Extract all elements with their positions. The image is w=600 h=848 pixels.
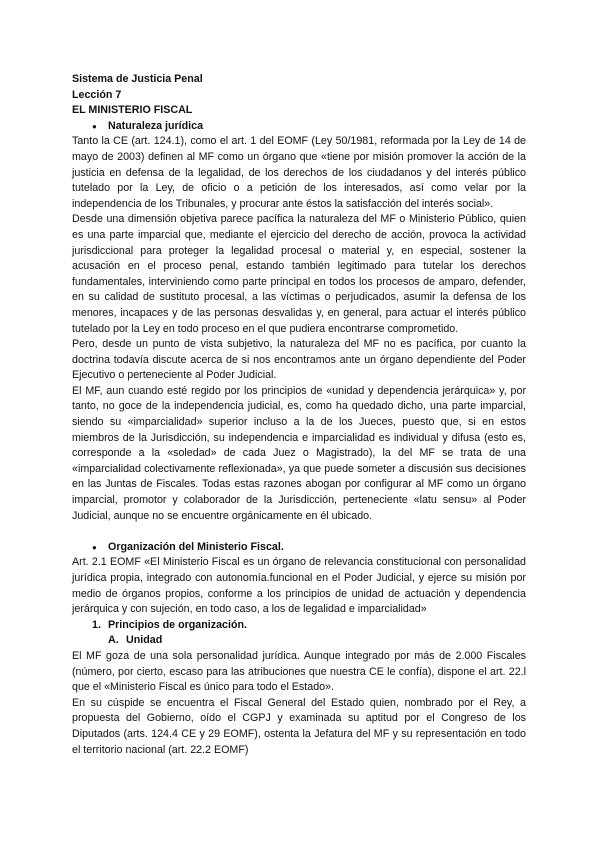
list-number: 1. <box>92 618 101 631</box>
lesson-number: Lección 7 <box>72 88 122 101</box>
section-title: Organización del Ministerio Fiscal. <box>108 540 284 553</box>
numbered-heading <box>72 618 526 634</box>
bullet-icon: ● <box>92 542 97 552</box>
sub-heading <box>72 633 526 649</box>
bullet-icon: ● <box>92 121 97 131</box>
document-body <box>72 72 526 758</box>
paragraph: Desde una dimensión objetiva parece pacífica la naturaleza del MF o Ministerio Público, quien es una parte imparcial que, mediante el ejercicio del derecho de acción, provoca la actividad jurisdiccional para proteger la legalidad procesal o material y, en especial, sostener la acusación en el proceso penal, estando también legitimado para tutelar los derechos fundamentales, interviniendo como parte principal en todos los procesos de amparo, defender, en su calidad de sustituto procesal, a las víctimas o perjudicados, asumir la defensa de los menores, incapaces y de las personas desvalidas y, en general, para actuar el interés público tutelado por la Ley en todo proceso en el que pudiera encontrarse comprometido. <box>72 213 526 335</box>
sub-title: Unidad <box>126 634 163 647</box>
spacer <box>72 524 526 540</box>
lesson-title: EL MINISTERIO FISCAL <box>72 104 193 117</box>
list-letter: A. <box>108 634 119 647</box>
paragraph: El MF goza de una sola personalidad jurídica. Aunque integrado por más de 2.000 Fiscales (número, por cierto, escaso para las atribuciones que nuestra CE le confía), dispone el art. 22.l que el «Ministerio Fiscal es único para todo el Estado». <box>72 649 526 694</box>
paragraph: Art. 2.1 EOMF «El Ministerio Fiscal es un órgano de relevancia constitucional con personalidad jurídica propia, integrado con autonomía.funcional en el Poder Judicial, y ejerce su misión por medio de órganos propios, conforme a los principios de unidad de actuación y dependencia jerárquica y con sujeción, en todo caso, a los de legalidad e imparcialidad» <box>72 556 526 616</box>
section-title: Naturaleza jurídica <box>108 119 204 132</box>
numbered-title: Principios de organización. <box>108 618 247 631</box>
section-heading-naturaleza <box>72 119 526 135</box>
section-heading-organizacion <box>72 540 526 556</box>
course-title: Sistema de Justicia Penal <box>72 73 203 85</box>
paragraph: El MF, aun cuando esté regido por los principios de «unidad y dependencia jerárquica» y, por tanto, no goce de la independencia judicial, es, como ha quedado dicho, una parte imparcial, siendo su «imparcialidad» superior incluso a la de los Jueces, puesto que, si en estos miembros de la Jurisdicción, su independencia e imparcialidad es individual y difusa (esto es, corresponde a la «soledad» de cada Juez o Magistrado), la del MF se trata de una «imparcialidad colectivamente reflexionada», ya que puede someter a discusión sus decisiones en las Juntas de Fiscales. Todas estas razones abogan por configurar al MF como un órgano imparcial, promotor y colaborador de la Jurisdicción, perteneciente «latu sensu» al Poder Judicial, aunque no se encuentre orgánicamente en él ubicado. <box>72 384 526 522</box>
paragraph: Tanto la CE (art. 124.1), como el art. 1 del EOMF (Ley 50/1981, reformada por la Ley de 14 de mayo de 2003) definen al MF como un órgano que «tiene por misión promover la acción de la justicia en defensa de la legalidad, de los derechos de los ciudadanos y del interés público tutelado por la Ley, de oficio o a petición de los interesados, así como velar por la independencia de los Tribunales, y procurar ante éstos la satisfacción del interés social». <box>72 135 526 210</box>
paragraph: Pero, desde un punto de vista subjetivo, la naturaleza del MF no es pacífica, por cuanto la doctrina todavía discute acerca de si nos encontramos ante un órgano dependiente del Poder Ejecutivo o perteneciente al Poder Judicial. <box>72 338 526 382</box>
paragraph: En su cúspide se encuentra el Fiscal General del Estado quien, nombrado por el Rey, a propuesta del Gobierno, oído el CGPJ y examinada su aptitud por el Congreso de los Diputados (arts. 124.4 CE y 29 EOMF), ostenta la Jefatura del MF y su representación en todo el territorio nacional (art. 22.2 EOMF) <box>72 696 526 756</box>
